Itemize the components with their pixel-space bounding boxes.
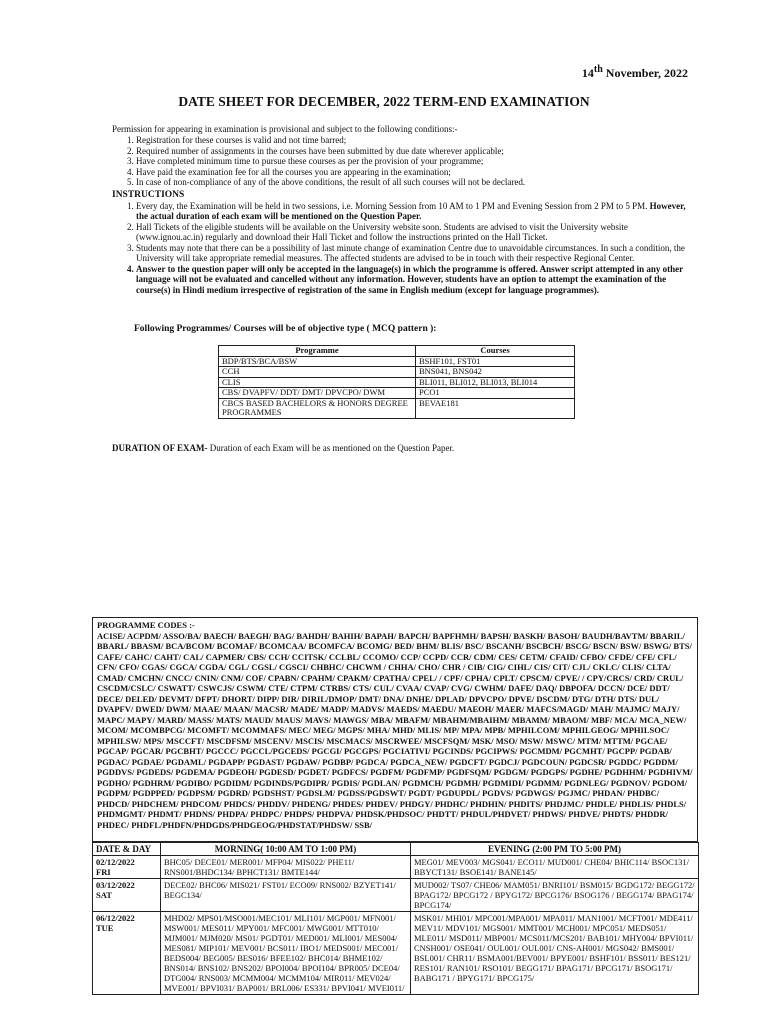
schedule-header-row <box>93 843 699 856</box>
mcq-courses-cell: PCO1 <box>416 388 575 399</box>
issue-date <box>582 64 688 81</box>
issue-date-suffix: th <box>593 64 603 75</box>
schedule-morning-cell: BHC05/ DECE01/ MER001/ MFP04/ MIS022/ PHE11/ RNS001/BHDC134/ BPHCT131/ BMTE144/ <box>161 856 411 879</box>
programme-codes-text: ACISE/ ACPDM/ ASSO/BA/ BAECH/ BAEGH/ BAG/ BAHDH/ BAHIH/ BAPAH/ BAPCH/ BAPFHMH/ BAPSH/ BASKH/ BASOH/ BAUDH/BAVTM/ BBARIL/ BBARL/ BBASM/ BCA/BCOM/ BCOMAF/ BCOMCAA/ BCOMFCA/ BCOMG/ BED/ BHM/ BLIS/ BSC/ BSCANH/ BSCBCH/ BSCG/ BSCN/ BSW/ BSWG/ BTS/ CAFE/ CAHC/ CAHT/ CAL/ CAPMER/ CBS/ CCH/ CCITSK/ CCLBL/ CCOMO/ CCP/ CCPD/ CCR/ CDM/ CES/ CETM/ CFAID/ CFBO/ CFDE/ CFE/ CFL/ CFN/ CFO/ CGAS/ CGCA/ CGDA/ CGL/ CGSL/ CGSCI/ CHBHC/ CHCWM / CHHA/ CHO/ CHR / CIB/ CIG/ CIHL/ CIS/ CIT/ CJL/ CKLC/ CLIS/ CLTA/ CMAD/ CMCHN/ CNCC/ CNIN/ CNM/ COF/ CPABN/ CPAHM/ CPAKM/ CPATHA/ CPEL/ / CPF/ CPHA/ CPLT/ CPSCM/ CPVE/ / CPY/CRCS/ CRD/ CRUL/ CSCDM/CSLC/ CSWATT/ CSWCJS/ CSWM/ CTE/ CTPM/ CTRBS/ CTS/ CUL/ CVAA/ CVAP/ CVG/ CWHM/ DAFE/ DAQ/ DBPOFA/ DCCN/ DCE/ DDT/ DECE/ DELED/ DEVMT/ DFPT/ DHORT/ DIPP/ DIR/ DIRIL/DMOP/ DMT/ DNA/ DNHE/ DPLAD/ DPVCPO/ DPVE/ DSCDM/ DTG/ DTH/ DTS/ DUL/ DVAPFV/ DWED/ DWM/ MAAE/ MAAN/ MACSR/ MADE/ MADP/ MADVS/ MAEDS/ MAEDU/ MAEOH/ MAER/ MAFCS/MAGD/ MAH/ MAJMC/ MAJY/ MAPC/ MAPY/ MARD/ MASS/ MATS/ MAUD/ MAUS/ MAVS/ MAWGS/ MBA/ MBAFM/ MBAHM/MBAIHM/ MBAMM/ MBAOM/ MBF/ MCA/ MCA_NEW/ MCOM/ MCOMBPCG/ MCOMFT/ MCOMMAFS/ MEC/ MEG/ MGPS/ MHA/ MHD/ MLIS/ MP/ MPA/ MPB/ MPHILCOM/ MPHILGEOG/ MPHILSOC/ MPHILSW/ MPS/ MSCCFT/ MSCDFSM/ MSCENV/ MSCIS/ MSCMACS/ MSCRWEE/ MSCFSQM/ MSK/ MSO/ MSW/ MSWC/ MTM/ MTTM/ PGCAE/ PGCAP/ PGCAR/ PGCBHT/ PGCCC/ PGCCL/PGCEDS/ PGCGI/ PGCGPS/ PGCIATIVI/ PGCINDS/ PGCIPWS/ PGCMDM/ PGCMHT/ PGCPP/ PGDAB/ PGDAC/ PGDAE/ PGDAML/ PGDAPP/ PGDAST/ PGDAW/ PGDBP/ PGDCA/ PGDCA_NEW/ PGDCFT/ PGDCJ/ PGDCOUN/ PGDCSR/ PGDDC/ PGDDM/ PGDDVS/ PGDEDS/ PGDEMA/ PGDEOH/ PGDESD/ PGDET/ PGDFCS/ PGDFM/ PGDFMP/ PGDFSQM/ PGDGM/ PGDGPS/ PGDHE/ PGDHHM/ PGDHIVM/ PGDHO/ PGDHRM/ PGDIBO/ PGDIDM/ PGDINDS/PGDIPR/ PGDIS/ PGDLAN/ PGDMCH/ PGDMH/ PGDMIDI/ PGDMM/ PGDNLEG/ PGDNOV/ PGDOM/ PGDPM/ PGDPPED/ PGDPSM/ PGDRD/ PGDSHST/ PGDSLM/ PGDSS/PGDSWT/ PGDT/ PGDUPDL/ PGDVS/ PGDWGS/ PGJMC/ PHDAN/ PHDBC/ PHDCD/ PHDCHEM/ PHDCOM/ PHDCS/ PHDDV/ PHDENG/ PHDES/ PHDEV/ PHDGY/ PHDHC/ PHDHIN/ PHDITS/ PHDJMC/ PHDLE/ PHDLIS/ PHDLS/ PHDMGMT/ PHDMT/ PHDNS/ PHDPA/ PHDPC/ PHDPS/ PHDPVA/ PHDSK/PHDSOC/ PHDTT/ PHDUL/PHDVET/ PHDWS/ PHDVE/ PHDTS/ PHDDR/ PHDEC/ PHDFL/PHDFN/PHDGDS/PHDGEOG/PHDSTAT/PHDSW/ SSB/ <box>97 630 693 830</box>
schedule-morning-cell: DECE02/ BHC06/ MIS021/ FST01/ ECO09/ RNS002/ BZYET141/ BEGC134/ <box>161 879 411 912</box>
condition-item: 1. Registration for these courses is valid and not time barred; <box>136 135 692 146</box>
duration-text: Duration of each Exam will be as mentioned on the Question Paper. <box>207 443 455 453</box>
schedule-day: SAT <box>96 890 112 900</box>
table-row <box>219 398 575 418</box>
duration-label: DURATION OF EXAM- <box>112 443 208 453</box>
programme-codes-box <box>92 617 698 842</box>
mcq-programme-cell: CBS/ DVAPFV/ DDT/ DMT/ DPVCPO/ DWM <box>219 388 416 399</box>
schedule-evening-cell: MEG01/ MEV003/ MGS041/ ECO11/ MUD001/ CHE04/ BHIC114/ BSOC131/ BBYCT131/ BSOE141/ BANE145/ <box>411 856 699 879</box>
table-row <box>219 388 575 399</box>
page-title: DATE SHEET FOR DECEMBER, 2022 TERM-END EXAMINATION <box>178 94 590 109</box>
condition-item: 3. Have completed minimum time to pursue these courses as per the provision of your programme; <box>136 156 692 167</box>
schedule-col-date: DATE & DAY <box>93 843 161 856</box>
mcq-courses-cell: BSHF101, FST01 <box>416 356 575 367</box>
table-row <box>93 879 699 912</box>
mcq-courses-cell: BNS041, BNS042 <box>416 367 575 378</box>
instruction-bold-text: However, the actual duration of each exam will be mentioned on the Question Paper. <box>136 200 686 221</box>
schedule-col-evening: EVENING (2:00 PM TO 5:00 PM) <box>411 843 699 856</box>
table-row <box>93 856 699 879</box>
schedule-morning-cell: MHD02/ MPS01/MSO001/MEC101/ MLI101/ MGP001/ MFN001/ MSW001/ MES011/ MPY001/ MFC001/ MWG001/ MTT010/ MJM001/ MJM020/ MS01/ PGDT01/ MED001/ MLI001/ MES004/ MES081/ MIP101/ MEV001/ BCS011/ IBO1/ MEDS001/ MEC001/ BEDS004/ BEG005/ BES016/ BFEE102/ BHC014/ BHME102/ BNS014/ BNS102/ BNS202/ BPOI004/ BPOI104/ BPR005/ DCE04/ DTG004/ RNS003/ MCMM004/ MCMM104/ MIR011/ MEV024/ MVE001/ BPVI031/ BAP001/ BRL006/ ES331/ BPVI041/ MVEI011/ <box>161 912 411 995</box>
schedule-date-cell <box>93 856 161 879</box>
condition-item: 2. Required number of assignments in the courses have been submitted by due date wherever applicable; <box>136 146 692 157</box>
instruction-text: Every day, the Examination will be held in two sessions, i.e. Morning Session from 10 AM to 1 PM and Evening Session from 2 PM to 5 PM. <box>136 200 650 211</box>
table-row <box>219 367 575 378</box>
schedule-date: 02/12/2022 <box>96 857 135 867</box>
permission-intro: Permission for appearing in examination is provisional and subject to the following conditions:- <box>112 124 458 134</box>
mcq-table <box>218 345 575 419</box>
schedule-evening-cell: MSK01/ MHI01/ MPC001/MPA001/ MPA011/ MAN1001/ MCFT001/ MDE411/ MEV11/ MDV101/ MGS001/ MMT001/ MCH001/ MPC051/ MEDS051/ MLE011/ MSD011/ MBP001/ MCS011/MCS201/ BAB101/ MHY004/ BPVI011/ CNSH001/ OSE041/ OUL001/ OUL001/ CNS-AH001/ MGS042/ BMS001/ BSL001/ CHR11/ BSMA001/BEV001/ BPYE001/ BSHF101/ BSS011/ BES121/ RES101/ RAN101/ RSO101/ BEGG171/ BPAG171/ BPCG171/ BSOG171/ BABG171 / BPYG171/ BPCG175/ <box>411 912 699 995</box>
instruction-item <box>136 264 692 296</box>
issue-date-day: 14 <box>581 66 594 80</box>
mcq-heading: Following Programmes/ Courses will be of objective type ( MCQ pattern ): <box>134 324 437 334</box>
instructions-list <box>112 201 692 296</box>
schedule-table <box>92 842 699 995</box>
instruction-item <box>136 243 692 264</box>
table-row <box>219 377 575 388</box>
schedule-date-cell <box>93 879 161 912</box>
condition-item: 5. In case of non-compliance of any of the above conditions, the result of all such courses will not be declared. <box>136 177 692 188</box>
mcq-programme-cell: CLIS <box>219 377 416 388</box>
instruction-item <box>136 201 692 222</box>
instruction-item <box>136 222 692 243</box>
table-row <box>219 356 575 367</box>
instruction-bold-text: Answer to the question paper will only be accepted in the language(s) in which the programme is offered. Answer script attempted in any other language will not be evaluated and cancelled without any information. However, students have an option to attempt the examination of the course(s) in Hindi medium irrespective of registration of the same in English medium (except for language programmes). <box>136 263 683 295</box>
conditions-list <box>112 135 692 188</box>
programme-codes-heading: PROGRAMME CODES :- <box>97 620 195 630</box>
schedule-evening-cell: MUD002/ TS07/ CHE06/ MAM051/ BNRI101/ BSM015/ BGDG172/ BEGG172/ BPAG172/ BPCG172 / BPYG172/ BPCG176/ BSOG176 / BEGG174/ BPAG174/ BPCG174/ <box>411 879 699 912</box>
mcq-programme-cell: CBCS BASED BACHELORS & HONORS DEGREE PROGRAMMES <box>219 398 416 418</box>
condition-item: 4. Have paid the examination fee for all the courses you are appearing in the examination; <box>136 167 692 178</box>
schedule-col-morning: MORNING( 10:00 AM TO 1:00 PM) <box>161 843 411 856</box>
permission-section <box>112 124 692 295</box>
instruction-text: Hall Tickets of the eligible students will be available on the University website soon. Students are advised to visit the University website (www.ignou.ac.in) regularly and download their Hall Ticket and follow the instructions printed on the Hall Ticket. <box>136 221 628 242</box>
schedule-date: 03/12/2022 <box>96 880 135 890</box>
issue-date-rest: November, 2022 <box>602 66 688 80</box>
instructions-heading: INSTRUCTIONS <box>112 189 185 200</box>
mcq-col-programme: Programme <box>219 346 416 357</box>
table-row <box>93 912 699 995</box>
duration-note <box>112 443 454 453</box>
schedule-date: 06/12/2022 <box>96 913 135 923</box>
schedule-date-cell <box>93 912 161 995</box>
mcq-programme-cell: BDP/BTS/BCA/BSW <box>219 356 416 367</box>
mcq-courses-cell: BEVAE181 <box>416 398 575 418</box>
schedule-day: TUE <box>96 923 114 933</box>
mcq-programme-cell: CCH <box>219 367 416 378</box>
mcq-courses-cell: BLI011, BLI012, BLI013, BLI014 <box>416 377 575 388</box>
instruction-text: Students may note that there can be a possibility of last minute change of examination Centre due to unavoidable circumstances. In such a condition, the University will take appropriate remedial measures. The affected students are advised to be in touch with their respective Regional Center. <box>136 242 685 263</box>
mcq-header-row <box>219 346 575 357</box>
mcq-col-courses: Courses <box>416 346 575 357</box>
schedule-day: FRI <box>96 867 111 877</box>
